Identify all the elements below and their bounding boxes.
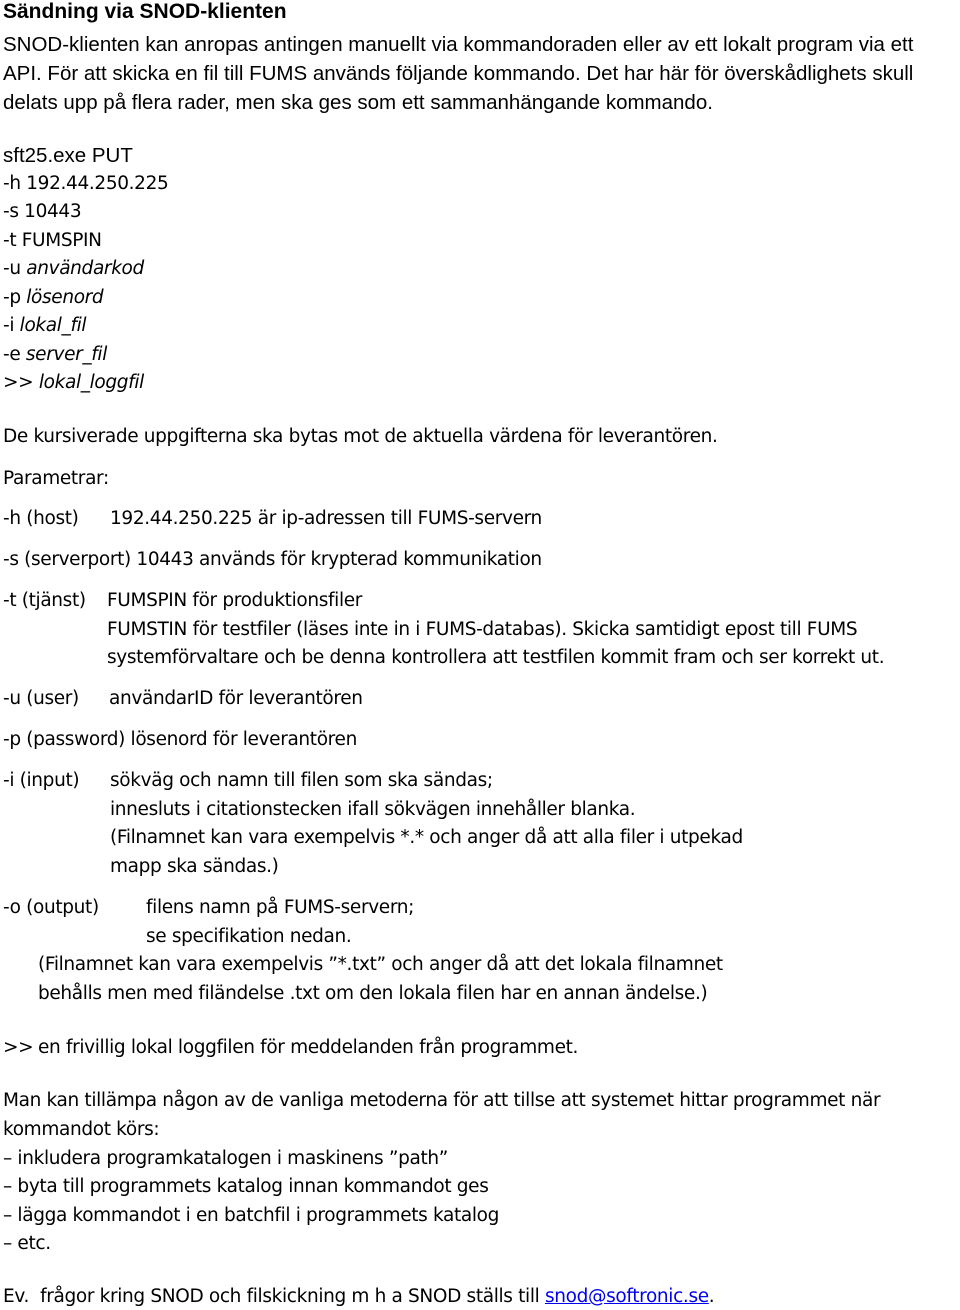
intro-line-1: SNOD-klienten kan anropas antingen manuellt via kommandoraden eller av ett lokalt program via ett	[3, 33, 914, 56]
param-t-flag: -t (tjänst)	[3, 590, 86, 611]
flag: -i	[3, 315, 20, 336]
placeholder-value: server_fil	[25, 344, 107, 365]
param-log-desc: en frivillig lokal loggfilen för meddelanden från programmet.	[38, 1037, 579, 1058]
contact-text: Ev. frågor kring SNOD och filskickning m h a SNOD ställs till	[3, 1286, 545, 1307]
param-o-desc-2: se specifikation nedan.	[146, 926, 352, 947]
command-line-server-file	[3, 346, 107, 365]
command-line-password	[3, 289, 103, 308]
param-i-desc-1: sökväg och namn till filen som ska sändas;	[110, 770, 493, 791]
placeholder-value: lokal_fil	[19, 315, 87, 336]
contact-period: .	[708, 1286, 715, 1307]
param-t-desc-3: systemförvaltare och be denna kontrollera att testfilen kommit fram och ser korrekt ut.	[107, 647, 885, 668]
flag: -u	[3, 258, 27, 279]
param-i-desc-2: innesluts i citationstecken ifall sökvägen innehåller blanka.	[110, 799, 636, 820]
command-line-port: -s 10443	[3, 201, 82, 222]
param-o-note-1: (Filnamnet kan vara exempelvis ”*.txt” och anger då att det lokala filnamnet	[38, 954, 723, 975]
param-u-flag: -u (user)	[3, 688, 79, 709]
param-h-flag: -h (host)	[3, 508, 79, 529]
param-s-line: -s (serverport) 10443 används för krypterad kommunikation	[3, 549, 542, 570]
flag: -p	[3, 287, 27, 308]
command-line-exe: sft25.exe PUT	[3, 144, 133, 167]
param-o-note-2: behålls men med filändelse .txt om den lokala filen har en annan ändelse.)	[38, 983, 708, 1004]
command-line-host: -h 192.44.250.225	[3, 173, 169, 194]
list-item: – byta till programmets katalog innan kommandot ges	[3, 1176, 489, 1197]
param-i-flag: -i (input)	[3, 770, 80, 791]
param-log-flag: >>	[3, 1037, 34, 1058]
param-o-desc-1: filens namn på FUMS-servern;	[146, 897, 415, 918]
param-p-line: -p (password) lösenord för leverantören	[3, 729, 357, 750]
params-heading: Parametrar:	[3, 468, 109, 489]
flag: -e	[3, 344, 26, 365]
methods-intro-2: kommandot körs:	[3, 1119, 160, 1140]
param-t-desc-2: FUMSTIN för testfiler (läses inte in i FUMS-databas). Skicka samtidigt epost till FUMS	[107, 619, 858, 640]
page-title: Sändning via SNOD-klienten	[3, 0, 287, 23]
intro-line-3: delats upp på flera rader, men ska ges som ett sammanhängande kommando.	[3, 91, 713, 114]
intro-line-2: API. För att skicka en fil till FUMS används följande kommando. Det har här för överskådlighets skull	[3, 62, 914, 85]
flag: >>	[3, 372, 39, 393]
italic-note: De kursiverade uppgifterna ska bytas mot de aktuella värdena för leverantören.	[3, 426, 718, 447]
param-t-desc-1: FUMSPIN för produktionsfiler	[107, 590, 363, 611]
param-h-desc: 192.44.250.225 är ip-adressen till FUMS-servern	[110, 508, 542, 529]
placeholder-value: lösenord	[26, 287, 104, 308]
command-line-input	[3, 317, 86, 336]
list-item: – etc.	[3, 1233, 51, 1254]
command-line-user	[3, 260, 144, 279]
param-i-desc-3: (Filnamnet kan vara exempelvis *.* och anger då att alla filer i utpekad	[110, 827, 743, 848]
contact-email-link[interactable]: snod@softronic.se	[544, 1286, 709, 1307]
placeholder-value: lokal_loggfil	[38, 372, 144, 393]
param-u-desc: användarID för leverantören	[109, 688, 363, 709]
command-line-service: -t FUMSPIN	[3, 230, 102, 251]
list-item: – lägga kommandot i en batchfil i programmets katalog	[3, 1205, 500, 1226]
placeholder-value: användarkod	[26, 258, 144, 279]
methods-intro-1: Man kan tillämpa någon av de vanliga metoderna för att tillse att systemet hittar programmet när	[3, 1090, 881, 1111]
list-item: – inkludera programkatalogen i maskinens ”path”	[3, 1148, 448, 1169]
command-line-log	[3, 374, 144, 393]
param-i-desc-4: mapp ska sändas.)	[110, 856, 279, 877]
contact-line	[3, 1288, 714, 1307]
param-o-flag: -o (output)	[3, 897, 99, 918]
